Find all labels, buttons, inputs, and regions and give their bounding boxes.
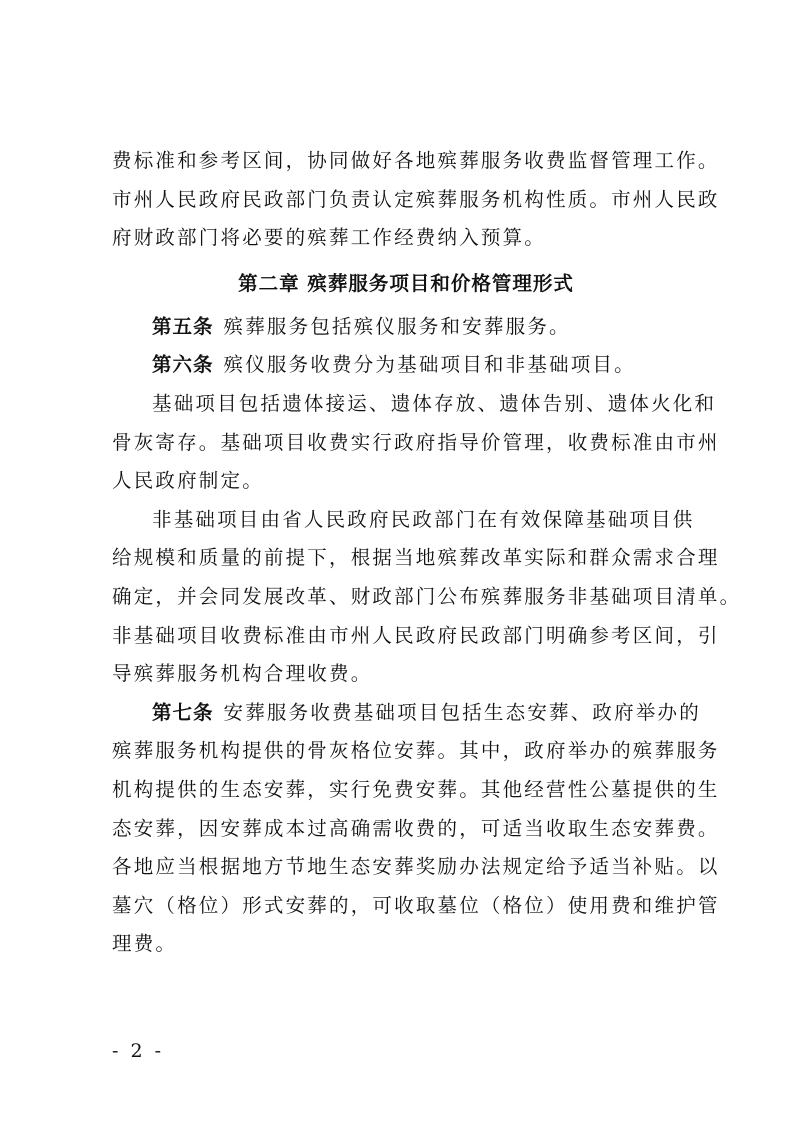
paragraph-line: 府财政部门将必要的殡葬工作经费纳入预算。 xyxy=(112,226,547,250)
article-label: 第六条 xyxy=(152,353,214,377)
paragraph-line: 确定，并会同发展改革、财政部门公布殡葬服务非基础项目清单。 xyxy=(112,584,742,608)
article-5 xyxy=(112,308,700,347)
article-text: 殡葬服务包括殡仪服务和安葬服务。 xyxy=(223,314,571,338)
page-number: - 2 - xyxy=(112,1040,165,1062)
article-label: 第五条 xyxy=(152,314,214,338)
paragraph-line: 市州人民政府民政部门负责认定殡葬服务机构性质。市州人民政 xyxy=(112,187,720,211)
paragraph-line: 基础项目包括遗体接运、遗体存放、遗体告别、遗体火化和 xyxy=(152,391,717,415)
paragraph-line: 非基础项目收费标准由市州人民政府民政部门明确参考区间，引 xyxy=(112,623,720,647)
paragraph-line: 态安葬，因安葬成本过高确需收费的，可适当收取生态安葬费。 xyxy=(112,816,720,840)
document-body xyxy=(112,142,742,964)
paragraph-line: 非基础项目由省人民政府民政部门在有效保障基础项目供 xyxy=(152,507,695,531)
article-7 xyxy=(112,694,700,733)
paragraph-line: 殡葬服务机构提供的骨灰格位安葬。其中，政府举办的殡葬服务 xyxy=(112,739,720,763)
article-text: 殡仪服务收费分为基础项目和非基础项目。 xyxy=(223,353,636,377)
paragraph-line: 机构提供的生态安葬，实行免费安葬。其他经营性公墓提供的生 xyxy=(112,777,720,801)
article-6 xyxy=(112,346,700,385)
paragraph-line: 人民政府制定。 xyxy=(112,469,264,493)
article-label: 第七条 xyxy=(152,700,214,724)
article-text: 安葬服务收费基础项目包括生态安葬、政府举办的 xyxy=(223,700,701,724)
paragraph-line: 骨灰寄存。基础项目收费实行政府指导价管理，收费标准由市州 xyxy=(112,430,720,454)
paragraph-line: 各地应当根据地方节地生态安葬奖励办法规定给予适当补贴。以 xyxy=(112,855,720,879)
paragraph-line: 给规模和质量的前提下，根据当地殡葬改革实际和群众需求合理 xyxy=(112,546,720,570)
chapter-heading: 第二章 殡葬服务项目和价格管理形式 xyxy=(238,271,574,295)
paragraph-line: 导殡葬服务机构合理收费。 xyxy=(112,662,373,686)
paragraph-line: 理费。 xyxy=(112,932,178,956)
paragraph-line: 费标准和参考区间，协同做好各地殡葬服务收费监督管理工作。 xyxy=(112,149,720,172)
paragraph-line: 墓穴（格位）形式安葬的，可收取墓位（格位）使用费和维护管 xyxy=(112,893,720,917)
